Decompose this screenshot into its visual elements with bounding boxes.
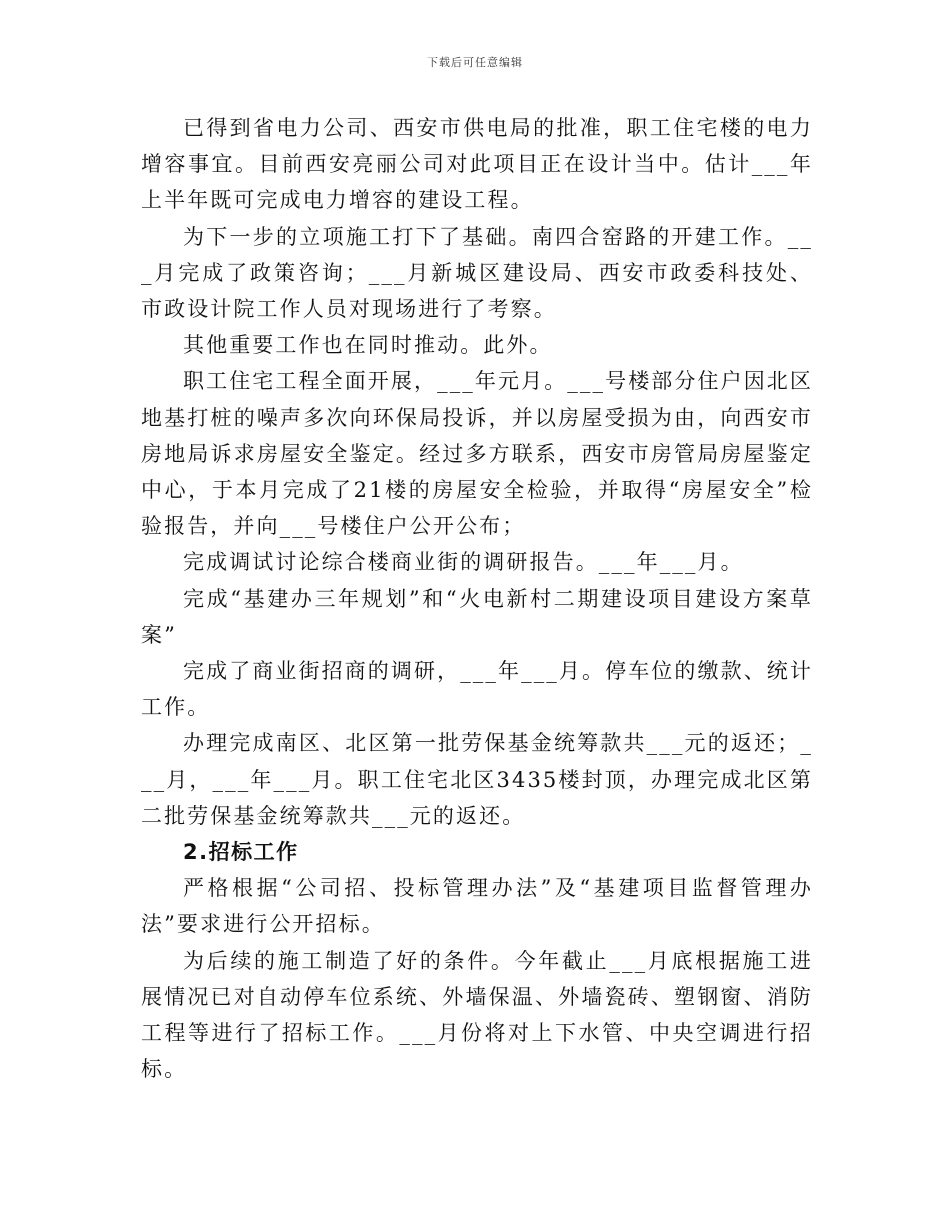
paragraph-insurance-fund: 办理完成南区、北区第一批劳保基金统筹款共___元的返还；___月，___年___月。职工住宅北区3435楼封顶，办理完成北区第二批劳保基金统筹款共___元的返还。 [141,731,813,828]
paragraph-other-work: 其他重要工作也在同时推动。此外。 [183,333,553,358]
paragraph-research-report: 完成调试讨论综合楼商业街的调研报告。___年___月。 [183,550,744,575]
paragraph-three-year-plan: 完成“基建办三年规划”和“火电新村二期建设项目建设方案草案” [141,586,813,647]
paragraph-bidding-rules: 严格根据“公司招、投标管理办法”及“基建项目监督管理办法”要求进行公开招标。 [141,876,813,937]
paragraph-commercial-street: 完成了商业街招商的调研，___年___月。停车位的缴款、统计工作。 [141,659,813,720]
paragraph-housing-project: 职工住宅工程全面开展，___年元月。___号楼部分住户因北区地基打桩的噪声多次向环保局投诉，并以房屋受损为由，向西安市房地局诉求房屋安全鉴定。经过多方联系，西安市房管局房屋鉴定中心，于本月完成了21楼的房屋安全检验，并取得“房屋安全”检验报告，并向___号楼住户公开公布； [141,369,813,539]
document-body [141,110,813,1087]
paragraph-road-construction: 为下一步的立项施工打下了基础。南四合窑路的开建工作。___月完成了政策咨询；___月新城区建设局、西安市政委科技处、市政设计院工作人员对现场进行了考察。 [141,224,813,322]
paragraph-power-capacity: 已得到省电力公司、西安市供电局的批准，职工住宅楼的电力增容事宜。目前西安亮丽公司对此项目正在设计当中。估计___年上半年既可完成电力增容的建设工程。 [141,116,813,213]
paragraph-bidding-progress: 为后续的施工制造了好的条件。今年截止___月底根据施工进展情况已对自动停车位系统、外墙保温、外墙瓷砖、塑钢窗、消防工程等进行了招标工作。___月份将对上下水管、中央空调进行招标。 [141,948,813,1082]
section-heading-bidding: 2.招标工作 [183,840,299,865]
page-header-note: 下载后可任意编辑 [427,56,523,69]
